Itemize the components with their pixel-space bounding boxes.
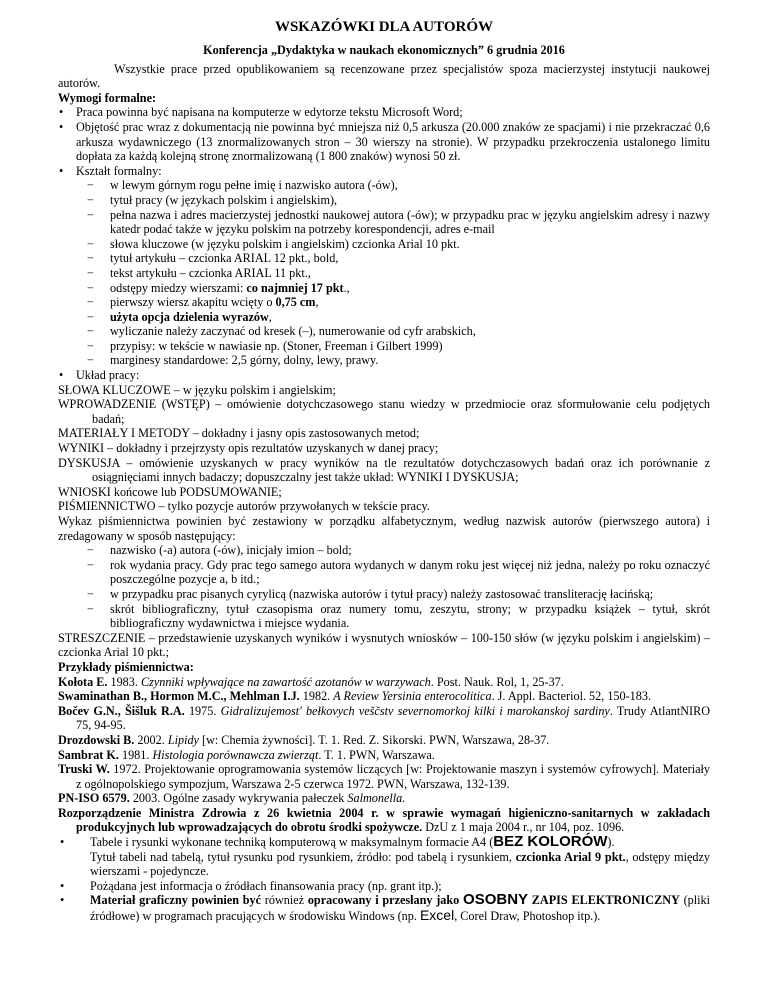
formal-heading: Wymogi formalne:	[58, 90, 157, 105]
list-item: − pełna nazwa i adres macierzystej jednostki naukowej autora (-ów); w przypadku prac w języku angielskim adresy i nazwy katedr podać także w języku polskim na potrzeby korespondencji, adres e-mail	[58, 208, 710, 237]
list-item: − tekst artykułu – czcionka ARIAL 11 pkt.,	[58, 266, 710, 281]
layout-line: DYSKUSJA – omówienie uzyskanych w pracy wyników na tle rezultatów dotychczasowych badań oraz ich porównanie z osiągnięciami innych badaczy; dopuszczalny jest także układ: WYNIKI I DYSKUSJA;	[58, 455, 710, 485]
list-item: − przypisy: w tekście w nawiasie np. (Stoner, Freeman i Gilbert 1999)	[58, 339, 710, 354]
reference-item: Truski W. 1972. Projektowanie oprogramowania systemów liczących [w: Projektowanie maszyn i systemów cyfrowych]. Materiały z ogólnopolskiego sympozjum, Warszawa 2-5 czerwca 1972. PWN, Warszawa, 132-139.	[58, 762, 710, 791]
reference-item: Rozporządzenie Ministra Zdrowia z 26 kwietnia 2004 r. w sprawie wymagań higieniczno-sanitarnych w zakładach produkcyjnych lub wprowadzających do obrotu środki spożywcze. DzU z 1 maja 2004 r., nr 104, poz. 1096.	[58, 805, 710, 835]
reference-item: Kołota E. 1983. Czynniki wpływające na zawartość azotanów w warzywach. Post. Nauk. Rol, 1, 25-37.	[58, 674, 564, 689]
list-item: • Tabele i rysunki wykonane techniką komputerową w maksymalnym formacie A4 (BEZ KOLORÓW). Tytuł tabeli nad tabelą, tytuł rysunku pod rysunkiem, źródło: pod tabelą i rysunkiem, czcionka Arial 9 pkt., odstępy między wierszami - pojedyncze.	[58, 835, 710, 879]
list-item: − nazwisko (-a) autora (-ów), inicjały imion – bold;	[58, 543, 710, 558]
page-title: WSKAZÓWKI DLA AUTORÓW	[274, 19, 494, 35]
list-item: • Praca powinna być napisana na komputerze w edytorze tekstu Microsoft Word;	[58, 105, 710, 120]
list-item: − marginesy standardowe: 2,5 górny, dolny, lewy, prawy.	[58, 353, 710, 368]
list-item: − wyliczanie należy zaczynać od kresek (–), numerowanie od cyfr arabskich,	[58, 324, 710, 339]
list-item: − w przypadku prac pisanych cyrylicą (nazwiska autorów i tytuł pracy) należy zastosować transliterację łacińską;	[58, 587, 710, 602]
examples-heading: Przykłady piśmiennictwa:	[58, 659, 194, 674]
reference-item: Bočev G.N., Šišluk R.A. 1975. Gidralizujemost' bełkovych veščstv severnomorkoj kilki i marokanskoj sardiny. Trudy AtlantNIRO 75, 94-95.	[58, 703, 711, 733]
layout-line: WNIOSKI końcowe lub PODSUMOWANIE;	[58, 484, 282, 499]
list-item: − skrót bibliograficzny, tytuł czasopisma oraz numery tomu, zeszytu, strony; w przypadku książek – tytuł, skrót bibliograficzny wydawnictwa i miejsce wydania.	[58, 602, 710, 631]
list-item: − tytuł artykułu – czcionka ARIAL 12 pkt., bold,	[58, 251, 710, 266]
abstract-line: STRESZCZENIE – przedstawienie uzyskanych wyników i wysnutych wniosków – 100-150 słów (w języku polskim i angielskim) – czcionka Arial 10 pkt.;	[58, 630, 710, 660]
intro-paragraph: Wszystkie prace przed opublikowaniem są recenzowane przez specjalistów spoza macierzystej instytucji naukowej autorów.	[58, 61, 710, 91]
layout-line: MATERIAŁY I METODY – dokładny i jasny opis zastosowanych metod;	[58, 426, 420, 441]
reference-item: Swaminathan B., Hormon M.C., Mehlman I.J. 1982. A Review Yersinia enterocolitica. J. Appl. Bacteriol. 52, 150-183.	[58, 689, 651, 704]
list-item: • Objętość prac wraz z dokumentacją nie powinna być mniejsza niż 0,5 arkusza (20.000 znaków ze spacjami) i nie przekraczać 0,6 arkusza wydawniczego (13 znormalizowanych stron – 30 wierszy na stronie). W przypadku przekroczenia ustalonego limitu dopłata za każdą kolejną stronę znormalizowaną (1 800 znaków) wynosi 50 zł.	[58, 120, 710, 164]
layout-line: WPROWADZENIE (WSTĘP) – omówienie dotychczasowego stanu wiedzy w przedmiocie oraz sformułowanie celu podjętych badań;	[58, 397, 710, 426]
list-item: • Pożądana jest informacja o źródłach finansowania pracy (np. grant itp.);	[58, 879, 710, 894]
reference-item: Sambrat K. 1981. Histologia porównawcza zwierząt. T. 1. PWN, Warszawa.	[58, 747, 435, 762]
layout-line: SŁOWA KLUCZOWE – w języku polskim i angielskim;	[58, 382, 336, 397]
shape-heading: • Kształt formalny:	[58, 164, 710, 179]
layout-line: PIŚMIENNICTWO – tylko pozycje autorów przywołanych w tekście pracy.	[58, 499, 430, 514]
list-item: − użyta opcja dzielenia wyrazów,	[58, 310, 710, 325]
list-item: − pierwszy wiersz akapitu wcięty o 0,75 cm,	[58, 295, 710, 310]
list-item: − tytuł pracy (w językach polskim i angielskim),	[58, 193, 710, 208]
reference-item: PN-ISO 6579. 2003. Ogólne zasady wykrywania pałeczek Salmonella.	[58, 791, 406, 806]
layout-line: WYNIKI – dokładny i przejrzysty opis rezultatów uzyskanych w danej pracy;	[58, 441, 439, 456]
list-item: − rok wydania pracy. Gdy prac tego samego autora wydanych w danym roku jest więcej niż jedna, należy po roku oznaczyć poszczególne pozycje a, b itd.;	[58, 558, 710, 587]
list-item: − w lewym górnym rogu pełne imię i nazwisko autora (-ów),	[58, 178, 710, 193]
reference-item: Drozdowski B. 2002. Lipidy [w: Chemia żywności]. T. 1. Red. Z. Sikorski. PWN, Warszawa, 28-37.	[58, 732, 550, 747]
list-item: − słowa kluczowe (w języku polskim i angielskim) czcionka Arial 10 pkt.	[58, 237, 710, 252]
bibliography-intro: Wykaz piśmiennictwa powinien być zestawiony w porządku alfabetycznym, według nazwisk autorów (pierwszego autora) i zredagowany w sposób następujący:	[58, 514, 710, 543]
page-subtitle: Konferencja „Dydaktyka w naukach ekonomicznych” 6 grudnia 2016	[203, 43, 565, 57]
list-item: • Materiał graficzny powinien być również opracowany i przesłany jako OSOBNY ZAPIS ELEKTRONICZNY (pliki źródłowe) w programach pracujących w środowisku Windows (np. Excel, Corel Draw, Photoshop itp.).	[58, 893, 710, 923]
list-item: − odstępy miedzy wierszami: co najmniej 17 pkt.,	[58, 281, 710, 296]
layout-heading: • Układ pracy:	[58, 368, 710, 383]
